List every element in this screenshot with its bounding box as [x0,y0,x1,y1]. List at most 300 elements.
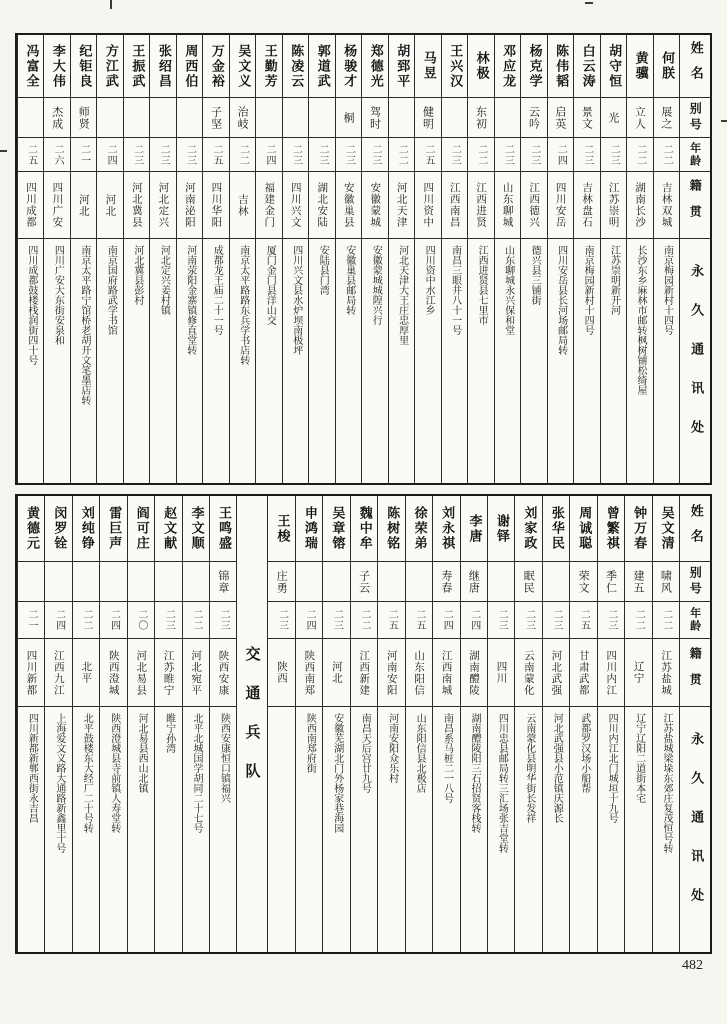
row-header-column [679,35,710,483]
entry-address-cell: 陕西安康恒口镇福兴 [218,713,230,803]
entry-column [127,496,154,952]
entry-address-cell: 北平鼓楼东大经厂二十号转 [81,713,93,833]
unit-divider-label: 交通兵队 [243,646,262,802]
entry-age-cell: 二三 [336,138,361,172]
entry-age-cell: 二三 [543,602,569,639]
entry-origin-cell: 河北易县 [128,639,154,707]
entry-name-cell: 李文顺 [183,496,209,562]
entry-column [149,35,175,483]
entry-origin-cell: 江西南昌 [442,172,467,239]
entry-age-cell: 二三 [521,138,546,172]
entry-name-cell: 冯富全 [18,35,43,98]
entry-column [295,496,322,952]
entry-name-cell: 胡郅平 [389,35,414,98]
entry-origin-cell: 四川兴文 [283,172,308,239]
entry-name-cell: 李大伟 [44,35,69,98]
entry-age-cell: 二四 [433,602,459,639]
entry-address-cell: 德兴县三铺街 [529,245,541,305]
entry-column [377,496,404,952]
entry-alias-cell: 荣文 [570,562,596,602]
entry-age-cell: 二二 [73,602,99,639]
entry-age-cell: 二三 [309,138,334,172]
entry-address-cell: 江苏盐城梁垛东郊庄复茂恒号转 [661,713,673,853]
entry-column [229,35,255,483]
entry-column [308,35,334,483]
entry-origin-cell: 北平 [73,639,99,707]
entry-name-cell: 王勤芳 [256,35,281,98]
entry-alias-cell: 啸风 [653,562,679,602]
entry-age-cell: 二五 [406,602,432,639]
row-header-addr: 永久通讯处 [688,263,704,459]
entry-alias-cell [45,562,71,602]
entry-address-cell: 南京太平路路东兵学书店转 [237,245,249,365]
entry-address-cell: 河北定兴姜村镇 [158,245,170,315]
entry-origin-cell: 四川新都 [18,639,44,707]
entry-name-cell: 纪钜良 [71,35,96,98]
entry-age-cell: 二三 [488,602,514,639]
entry-address-cell: 湖南醴陵阳三石招贤客栈转 [468,713,480,833]
entry-alias-cell: 锦章 [210,562,236,602]
entry-age-cell: 二四 [45,602,71,639]
row-header-column [679,496,710,952]
entry-alias-cell [97,98,122,138]
entry-address-cell: 北平北城国学胡同二十七号 [191,713,203,833]
entry-column [154,496,181,952]
entry-alias-cell: 眠民 [515,562,541,602]
entry-alias-cell: 立人 [627,98,652,138]
entry-alias-cell: 子坚 [203,98,228,138]
entry-origin-cell: 河北冀县 [124,172,149,239]
entry-name-cell: 谢铎 [488,496,514,562]
entry-column [487,496,514,952]
entry-origin-cell: 河北天津 [389,172,414,239]
entry-column [569,496,596,952]
entry-name-cell: 钟万春 [625,496,651,562]
entry-age-cell: 二三 [515,602,541,639]
entry-address-cell: 厦门金门县洋山交 [264,245,276,325]
entry-origin-cell: 吉林盘石 [574,172,599,239]
entry-column [182,496,209,952]
entry-origin-cell: 四川安岳 [548,172,573,239]
entry-alias-cell [495,98,520,138]
entry-alias-cell: 建五 [625,562,651,602]
entry-origin-cell: 吉林双城 [654,172,679,239]
entry-name-cell: 林极 [468,35,493,98]
crop-mark [585,2,593,4]
entry-alias-cell [406,562,432,602]
entry-address-cell: 上海爱文义路大通路新鑫里十号 [53,713,65,853]
entry-origin-cell: 云南蒙化 [515,639,541,707]
entry-alias-cell: 景文 [574,98,599,138]
entry-age-cell: 二五 [570,602,596,639]
entry-column [653,35,679,483]
entry-column [202,35,228,483]
entry-address-cell: 云南蒙化县明华街长发祥 [523,713,535,823]
entry-address-cell: 江苏崇明新开河 [608,245,620,315]
entry-name-cell: 徐荣弟 [406,496,432,562]
entry-alias-cell [18,98,43,138]
entry-column [573,35,599,483]
entry-name-cell: 李唐 [461,496,487,562]
entry-column [255,35,281,483]
entry-origin-cell: 四川内江 [598,639,624,707]
entry-origin-cell: 江西进贤 [468,172,493,239]
entry-address-cell: 南昌三眼井八十一号 [449,245,461,335]
entry-origin-cell: 河北武强 [543,639,569,707]
directory-table-bottom [15,494,712,954]
entry-address-cell: 长沙东乡麻林市邮转枫树铺松绮屋 [635,245,647,395]
entry-origin-cell: 吉林 [230,172,255,239]
entry-alias-cell [100,562,126,602]
entry-address-cell: 四川忠县邮局转三汇场张吉堂转 [496,713,508,853]
entry-origin-cell: 甘肃武都 [570,639,596,707]
entry-alias-cell: 光 [601,98,626,138]
entry-age-cell: 二三 [362,138,387,172]
entry-age-cell: 二三 [495,138,520,172]
row-header-age: 年龄 [680,602,710,639]
entry-age-cell: 二三 [442,138,467,172]
entry-column [626,35,652,483]
entry-alias-cell [309,98,334,138]
entry-alias-cell: 桐 [336,98,361,138]
entry-age-cell: 二二 [183,602,209,639]
entry-origin-cell: 陕西南郑 [296,639,322,707]
entry-address-cell: 南京国府路武学书馆 [105,245,117,335]
entry-name-cell: 万金裕 [203,35,228,98]
entry-age-cell: 二四 [97,138,122,172]
entry-origin-cell: 江西新建 [351,639,377,707]
entry-column [460,496,487,952]
entry-age-cell: 二四 [256,138,281,172]
entry-name-cell: 闵罗铨 [45,496,71,562]
entry-age-cell: 二四 [548,138,573,172]
entry-column [72,496,99,952]
entry-column [405,496,432,952]
entry-origin-cell: 江西德兴 [521,172,546,239]
entry-age-cell: 二二 [627,138,652,172]
entry-name-cell: 吴章镕 [323,496,349,562]
entry-name-cell: 王鸣盛 [210,496,236,562]
entry-alias-cell [18,562,44,602]
entry-age-cell: 二二 [654,138,679,172]
entry-age-cell: 二三 [210,602,236,639]
entry-name-cell: 陈树铭 [378,496,404,562]
entry-alias-cell [124,98,149,138]
entry-age-cell: 二三 [598,602,624,639]
entry-age-cell: 二三 [268,602,294,639]
entry-origin-cell: 安徽蒙城 [362,172,387,239]
entry-age-cell: 二五 [18,138,43,172]
entry-address-cell: 陕西南郑府街 [304,713,316,773]
entry-alias-cell [378,562,404,602]
entry-alias-cell: 杰成 [44,98,69,138]
entry-address-cell: 河北冀县彭村 [131,245,143,305]
entry-column [494,35,520,483]
entry-age-cell: 二四 [100,602,126,639]
entry-age-cell: 二六 [44,138,69,172]
entry-origin-cell: 山东阳信 [406,639,432,707]
entry-address-cell: 南昌系马桩二一八号 [441,713,453,803]
entry-address-cell: 四川安岳县长河场邮局转 [555,245,567,355]
entry-alias-cell: 继唐 [461,562,487,602]
entry-address-cell: 河北武强县小范镇庆源长 [551,713,563,823]
entry-alias-cell: 东初 [468,98,493,138]
entry-name-cell: 阎可庄 [128,496,154,562]
entry-column [441,35,467,483]
entry-column [547,35,573,483]
entry-name-cell: 刘永祺 [433,496,459,562]
crop-mark [110,0,112,9]
entry-origin-cell: 江苏崇明 [601,172,626,239]
entry-address-cell: 安陆县门湾 [317,245,329,295]
entry-origin-cell: 福建金门 [256,172,281,239]
entry-alias-cell [256,98,281,138]
entry-age-cell: 二三 [177,138,202,172]
entry-name-cell: 周诚聪 [570,496,596,562]
entry-alias-cell [323,562,349,602]
entry-alias-cell: 展之 [654,98,679,138]
entry-column [467,35,493,483]
entry-address-cell: 山东阳信县北极店 [414,713,426,793]
entry-origin-cell: 山东聊城 [495,172,520,239]
entry-name-cell: 赵文献 [155,496,181,562]
entry-age-cell: 二三 [574,138,599,172]
entry-alias-cell [155,562,181,602]
entry-age-cell: 二三 [601,138,626,172]
entry-origin-cell: 四川成都 [18,172,43,239]
entry-origin-cell: 四川 [488,639,514,707]
entry-column [388,35,414,483]
entry-name-cell: 申鸿瑞 [296,496,322,562]
row-header-name: 姓名 [680,496,710,562]
entry-alias-cell [183,562,209,602]
entry-name-cell: 魏中牟 [351,496,377,562]
entry-column [267,496,294,952]
entry-address-cell: 南昌天后宫廿九号 [359,713,371,793]
crop-mark [721,120,727,122]
entry-origin-cell: 河北宛平 [183,639,209,707]
entry-address-cell: 安徽芜湖北门外杨家巷海园 [331,713,343,833]
entry-column [176,35,202,483]
entry-address-cell: 安徽蒙城城隍兴行 [370,245,382,325]
entry-address-cell: 河南荥阳金寨镇修直堂转 [184,245,196,355]
entry-origin-cell: 四川广安 [44,172,69,239]
entry-address-cell: 南京梅园新村十四号 [661,245,673,335]
entry-address-cell: 河北易县西山北镇 [136,713,148,793]
row-header-alias: 别号 [680,98,710,138]
entry-column [70,35,96,483]
entry-origin-cell: 河南安阳 [378,639,404,707]
entry-address-cell: 陕西澄城县寺前镇人寿堂转 [108,713,120,833]
entry-address-cell: 四川资中水江乡 [423,245,435,315]
entry-age-cell: 二二 [625,602,651,639]
entry-name-cell: 陈凌云 [283,35,308,98]
entry-column [209,496,236,952]
entry-name-cell: 刘家政 [515,496,541,562]
entry-name-cell: 马昱 [415,35,440,98]
entry-age-cell: 二〇 [128,602,154,639]
entry-address-cell: 四川兴文县水炉坝南极坪 [290,245,302,355]
entry-address-cell: 南京太平路宁馆桥老胡开文笔墨店转 [78,245,90,405]
entry-alias-cell [128,562,154,602]
entry-age-cell: 二二 [389,138,414,172]
entry-name-cell: 王兴汉 [442,35,467,98]
row-header-age: 年龄 [680,138,710,172]
entry-alias-cell [442,98,467,138]
entry-alias-cell: 子云 [351,562,377,602]
entry-column [44,496,71,952]
entry-age-cell: 二一 [71,138,96,172]
entry-column [542,496,569,952]
entry-name-cell: 邓应龙 [495,35,520,98]
entry-address-cell: 河北天津大王庄忠厚里 [396,245,408,345]
entry-origin-cell: 江苏盐城 [653,639,679,707]
row-header-origin: 籍贯 [680,639,710,707]
entry-address-cell: 安徽巢县邮局转 [343,245,355,315]
entry-column [514,496,541,952]
entry-age-cell: 二五 [203,138,228,172]
entry-name-cell: 刘纯铮 [73,496,99,562]
entry-age-cell: 二二 [468,138,493,172]
entry-name-cell: 陈伟韬 [548,35,573,98]
entry-alias-cell: 季仁 [598,562,624,602]
entry-age-cell: 二三 [150,138,175,172]
entry-address-cell: 武都罗汉场小船帮 [578,713,590,793]
entry-name-cell: 黄德元 [18,496,44,562]
entry-age-cell: 二五 [378,602,404,639]
entry-name-cell: 白云涛 [574,35,599,98]
entry-origin-cell: 四川资中 [415,172,440,239]
entry-column [600,35,626,483]
entry-name-cell: 郑德光 [362,35,387,98]
entry-alias-cell [150,98,175,138]
entry-origin-cell: 安徽巢县 [336,172,361,239]
entry-column [597,496,624,952]
entry-name-cell: 吴文义 [230,35,255,98]
entry-address-cell: 四川广安大东街安泉和 [52,245,64,345]
entry-alias-cell: 庄勇 [268,562,294,602]
entry-column [99,496,126,952]
entry-age-cell: 二三 [155,602,181,639]
entry-name-cell: 何朕 [654,35,679,98]
entry-column [96,35,122,483]
entry-alias-cell [177,98,202,138]
entry-address-cell: 辽宁辽阳二道街本宅 [633,713,645,803]
entry-alias-cell [283,98,308,138]
entry-origin-cell: 四川华阳 [203,172,228,239]
entry-age-cell: 二四 [461,602,487,639]
entry-origin-cell: 陕西安康 [210,639,236,707]
entry-origin-cell: 陕西 [268,639,294,707]
entry-origin-cell: 江西南城 [433,639,459,707]
entry-name-cell: 胡守恒 [601,35,626,98]
entry-alias-cell: 寿春 [433,562,459,602]
entry-age-cell: 二四 [296,602,322,639]
entry-address-cell: 四川新都新郸西街永吉昌 [26,713,38,823]
entry-age-cell: 二二 [653,602,679,639]
entry-name-cell: 吴文清 [653,496,679,562]
entry-alias-cell: 师贤 [71,98,96,138]
entry-column [414,35,440,483]
entry-column [17,35,43,483]
entry-alias-cell: 启英 [548,98,573,138]
entry-age-cell: 二一 [18,602,44,639]
crop-mark [0,150,7,152]
entry-address-cell: 成都龙王庙二十一号 [211,245,223,335]
entry-alias-cell [543,562,569,602]
entry-column [361,35,387,483]
entry-origin-cell: 湖南醴陵 [461,639,487,707]
entry-address-cell [268,707,294,952]
entry-name-cell: 杨骏才 [336,35,361,98]
entry-origin-cell: 河北 [71,172,96,239]
entry-origin-cell: 湖南长沙 [627,172,652,239]
entry-age-cell: 二二 [351,602,377,639]
entry-origin-cell: 河南泌阳 [177,172,202,239]
entry-address-cell: 山东聊城永兴保和堂 [502,245,514,335]
entry-origin-cell: 湖北安陆 [309,172,334,239]
entry-column [123,35,149,483]
entry-name-cell: 郭道武 [309,35,334,98]
entry-name-cell: 雷巨声 [100,496,126,562]
entry-alias-cell [73,562,99,602]
row-header-alias: 别号 [680,562,710,602]
entry-alias-cell: 健明 [415,98,440,138]
entry-name-cell: 周西伯 [177,35,202,98]
entry-address-cell: 四川内江北门城垣十九号 [606,713,618,823]
entry-address-cell: 南京梅园新村十四号 [582,245,594,335]
entry-column [350,496,377,952]
entry-name-cell: 张绍昌 [150,35,175,98]
row-header-origin: 籍贯 [680,172,710,239]
entry-age-cell: 二三 [323,602,349,639]
entry-name-cell: 张华民 [543,496,569,562]
unit-divider-column [236,496,267,952]
entry-age-cell: 二三 [124,138,149,172]
entry-name-cell: 王梭 [268,496,294,562]
directory-table-top [15,33,712,485]
entry-column [520,35,546,483]
row-header-addr: 永久通讯处 [688,732,704,927]
entry-age-cell: 二三 [283,138,308,172]
entry-name-cell: 王振武 [124,35,149,98]
entry-column [322,496,349,952]
entry-age-cell: 二二 [230,138,255,172]
entry-name-cell: 杨克学 [521,35,546,98]
page-number: 482 [682,958,703,973]
entry-column [17,496,44,952]
entry-origin-cell: 江苏睢宁 [155,639,181,707]
entry-address-cell: 睢宁孙湾 [163,713,175,753]
entry-name-cell: 方江武 [97,35,122,98]
entry-name-cell: 曾繁祺 [598,496,624,562]
entry-alias-cell [389,98,414,138]
entry-address-cell: 河南安阳众乐村 [386,713,398,783]
entry-origin-cell: 河北 [97,172,122,239]
entry-column [432,496,459,952]
entry-column [652,496,679,952]
entry-alias-cell [296,562,322,602]
entry-alias-cell: 驾时 [362,98,387,138]
entry-column [282,35,308,483]
entry-origin-cell: 陕西澄城 [100,639,126,707]
entry-column [335,35,361,483]
entry-origin-cell: 河北定兴 [150,172,175,239]
entry-address-cell: 江西进贤县七里市 [476,245,488,325]
entry-alias-cell: 云吟 [521,98,546,138]
directory-sheet [15,33,712,954]
entry-origin-cell: 辽宁 [625,639,651,707]
